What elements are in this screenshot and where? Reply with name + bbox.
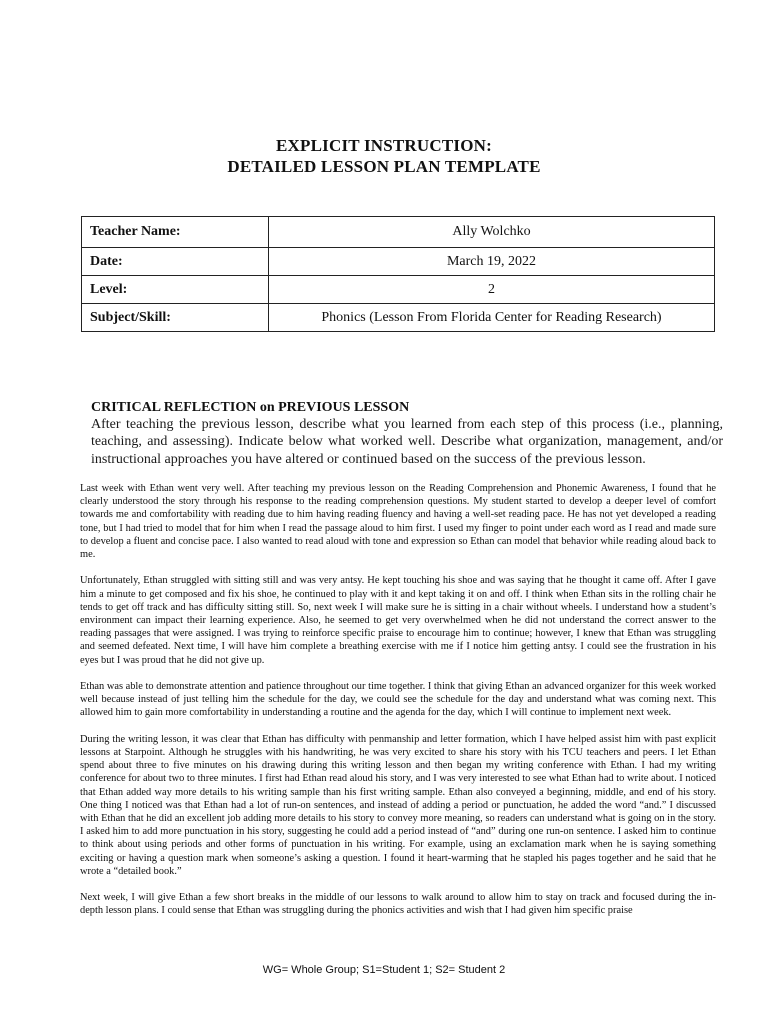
table-row <box>82 276 715 304</box>
essay-paragraph: Last week with Ethan went very well. After teaching my previous lesson on the Reading Comprehension and Phonemic Awareness, I found that he clearly understood the story through his response to the reading comprehension questions. My student started to develop a deeper level of comfort towards me and comfortability with reading due to him having reading fluency and having a well-set reading pace. He has not yet developed a reading tone, but I had tried to model that for him when I read the passage aloud to him first. I used my finger to point under each word as I read and made sure to develop a fluent and concise pace. I also wanted to read aloud with tone and expression so Ethan can model that behavior while reading aloud back to me. <box>80 483 716 561</box>
teacher-name-value: Ally Wolchko <box>269 217 715 248</box>
page-footer: WG= Whole Group; S1=Student 1; S2= Student 2 <box>262 964 506 976</box>
critical-reflection-instructions: After teaching the previous lesson, describe what you learned from each step of this process (i.e., planning, teaching, and assessing). Indicate below what worked well. Describe what organization, management, and/or instructional approaches you have altered or continued based on the success of the previous lesson. <box>91 417 723 467</box>
critical-reflection-section <box>91 400 723 468</box>
document-title-line-1: EXPLICIT INSTRUCTION: <box>276 136 492 155</box>
essay-paragraph: During the writing lesson, it was clear that Ethan has difficulty with penmanship and letter formation, which I have helped assist him with past explicit lessons at Starpoint. Although he struggles with his handwriting, he was very excited to share his story with his TCU teachers and peers. I let Ethan spend about three to five minutes on his drawing during this writing lesson and then began my writing conference with Ethan. I had my writing conference for about two to three minutes. I first had Ethan read aloud his story, and I was very interested to see what Ethan had to write about. I noticed that Ethan added way more details to his writing sample than his first writing sample. Ethan also conveyed a beginning, middle, and end of his story. One thing I noticed was that Ethan had a lot of run-on sentences, and instead of adding a period or punctuation, he added the word “and.” I discussed with Ethan that he did an excellent job adding more details to his story to convey more meaning, so readers can understand what is going on in the story. I asked him to add more punctuation in his story, suggesting he could add a period instead of “and” during one run-on sentence. I asked him to continue to think about using periods and other forms of punctuation in his writing. For example, using an exclamation mark when he is saying something exciting or having a question mark when someone’s asking a question. I found it heart-warming that he stapled his pages together and he said that he wrote a “detailed book.” <box>80 733 716 877</box>
table-row <box>82 304 715 332</box>
document-title-line-2: DETAILED LESSON PLAN TEMPLATE <box>227 157 541 176</box>
table-row <box>82 217 715 248</box>
teacher-name-label: Teacher Name: <box>82 217 269 248</box>
level-value: 2 <box>269 276 715 304</box>
essay-paragraph: Unfortunately, Ethan struggled with sitting still and was very antsy. He kept touching his shoe and was saying that he thought it came off. After I gave him a minute to get composed and fix his shoe, he continued to play with it and kept taking it on and off. I think when Ethan sits in the rolling chair he tends to get off track and has difficulty sitting still. So, next week I will make sure he is sitting in a chair without wheels. I understand how a student’s environment can impact their learning experience. Also, he seemed to get very overwhelmed when he did not understand the correct answer to the reading passages that were assigned. I was trying to reinforce specific praise to encourage him to continue; however, I knew that Ethan was struggling and seemed defeated. Next time, I will have him complete a breathing exercise with me if I notice him getting antsy. I could see the frustration in his eyes but I was proud that he did not give up. <box>80 575 716 666</box>
table-row <box>82 248 715 276</box>
lesson-info-table <box>81 216 715 332</box>
subject-skill-label: Subject/Skill: <box>82 304 269 332</box>
essay-paragraph: Next week, I will give Ethan a few short breaks in the middle of our lessons to walk around to allow him to stay on track and focused during the in-depth lesson plans. I could sense that Ethan was struggling during the phonics activities and wish that I had given him specific praise <box>80 892 716 917</box>
level-label: Level: <box>82 276 269 304</box>
date-label: Date: <box>82 248 269 276</box>
essay-paragraph: Ethan was able to demonstrate attention and patience throughout our time together. I think that giving Ethan an advanced organizer for this week worked well because instead of just telling him the schedule for the day, we could see the schedule for the day and understand what was coming next. This allowed him to gain more comfortability in understanding a routine and the agenda for the day, which I will continue to implement next week. <box>80 681 716 719</box>
date-value: March 19, 2022 <box>269 248 715 276</box>
subject-skill-value: Phonics (Lesson From Florida Center for Reading Research) <box>269 304 715 332</box>
critical-reflection-heading: CRITICAL REFLECTION on PREVIOUS LESSON <box>91 400 410 415</box>
reflection-essay <box>80 482 716 931</box>
